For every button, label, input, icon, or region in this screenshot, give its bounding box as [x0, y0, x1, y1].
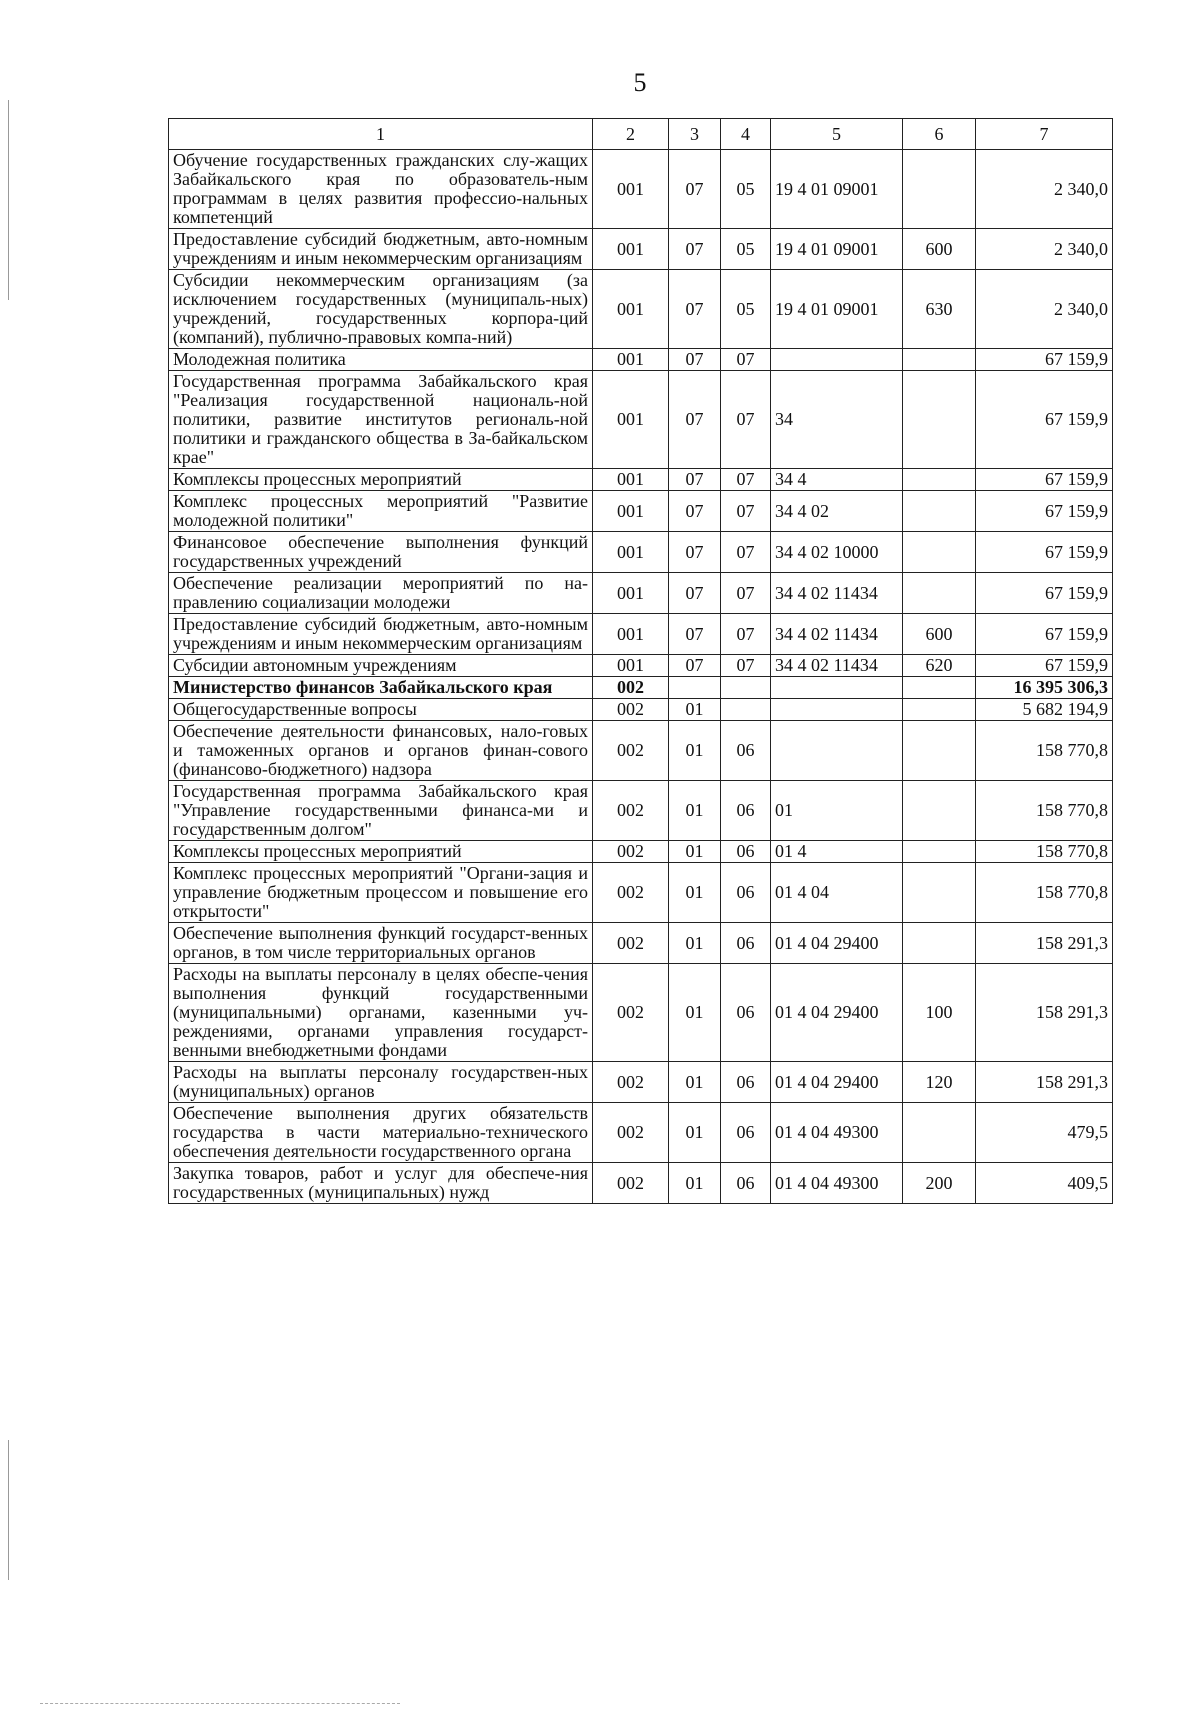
row-name-cell: Обучение государственных гражданских слу-жащих Забайкальского края по образователь-ным программам в целях развития профессио-нальных компетенций: [169, 150, 593, 229]
section-code-cell: 07: [669, 150, 721, 229]
page-number: 5: [633, 68, 647, 97]
subsection-code-cell: 07: [721, 469, 771, 491]
table-row: [169, 1062, 1113, 1103]
target-article-cell: 34 4 02 10000: [771, 532, 903, 573]
row-name-cell: Субсидии автономным учреждениям: [169, 655, 593, 677]
ministry-code-cell: 002: [593, 863, 669, 923]
budget-table: [168, 118, 1113, 1204]
target-article-cell: 34 4 02 11434: [771, 655, 903, 677]
table-row: [169, 229, 1113, 270]
expense-type-cell: 200: [903, 1163, 976, 1204]
expense-type-cell: [903, 469, 976, 491]
section-code-cell: 01: [669, 1163, 721, 1204]
target-article-cell: 19 4 01 09001: [771, 270, 903, 349]
amount-cell: 158 770,8: [976, 721, 1113, 781]
subsection-code-cell: 07: [721, 532, 771, 573]
ministry-code-cell: 001: [593, 270, 669, 349]
amount-cell: 5 682 194,9: [976, 699, 1113, 721]
expense-type-cell: [903, 721, 976, 781]
ministry-code-cell: 001: [593, 491, 669, 532]
scan-edge-line: [8, 100, 9, 300]
table-row: [169, 469, 1113, 491]
row-name-cell: Финансовое обеспечение выполнения функций государственных учреждений: [169, 532, 593, 573]
section-code-cell: 01: [669, 841, 721, 863]
subsection-code-cell: 05: [721, 270, 771, 349]
table-row: [169, 371, 1113, 469]
expense-type-cell: 600: [903, 614, 976, 655]
expense-type-cell: [903, 781, 976, 841]
ministry-code-cell: 001: [593, 349, 669, 371]
amount-cell: 158 291,3: [976, 964, 1113, 1062]
row-name-cell: Государственная программа Забайкальского края "Управление государственными финанса-ми и государственным долгом": [169, 781, 593, 841]
amount-cell: 158 770,8: [976, 781, 1113, 841]
expense-type-cell: 630: [903, 270, 976, 349]
subsection-code-cell: 07: [721, 371, 771, 469]
target-article-cell: 01 4 04 49300: [771, 1103, 903, 1163]
subsection-code-cell: 07: [721, 573, 771, 614]
amount-cell: 2 340,0: [976, 150, 1113, 229]
table-row: [169, 573, 1113, 614]
target-article-cell: 34 4 02 11434: [771, 614, 903, 655]
target-article-cell: 01 4 04: [771, 863, 903, 923]
table-row: [169, 1103, 1113, 1163]
section-code-cell: 07: [669, 655, 721, 677]
table-row: [169, 721, 1113, 781]
table-row: [169, 349, 1113, 371]
row-name-cell: Предоставление субсидий бюджетным, авто-номным учреждениям и иным некоммерческим организациям: [169, 614, 593, 655]
subsection-code-cell: 05: [721, 229, 771, 270]
row-name-cell: Обеспечение выполнения функций государст-венных органов, в том числе территориальных органов: [169, 923, 593, 964]
row-name-cell: Общегосударственные вопросы: [169, 699, 593, 721]
amount-cell: 67 159,9: [976, 532, 1113, 573]
expense-type-cell: 100: [903, 964, 976, 1062]
section-code-cell: 01: [669, 699, 721, 721]
table-row: [169, 270, 1113, 349]
amount-cell: 67 159,9: [976, 349, 1113, 371]
target-article-cell: 01 4: [771, 841, 903, 863]
ministry-code-cell: 001: [593, 573, 669, 614]
table-row: [169, 781, 1113, 841]
target-article-cell: 01: [771, 781, 903, 841]
column-header: 1: [169, 119, 593, 150]
subsection-code-cell: 06: [721, 1062, 771, 1103]
row-name-cell: Субсидии некоммерческим организациям (за исключением государственных (муниципаль-ных) учреждений, государственных корпора-ций (компаний), публично-правовых компа-ний): [169, 270, 593, 349]
row-name-cell: Предоставление субсидий бюджетным, авто-номным учреждениям и иным некоммерческим организациям: [169, 229, 593, 270]
ministry-code-cell: 002: [593, 1163, 669, 1204]
ministry-code-cell: 001: [593, 150, 669, 229]
section-code-cell: 01: [669, 923, 721, 964]
section-code-cell: 07: [669, 532, 721, 573]
table-row: [169, 699, 1113, 721]
expense-type-cell: [903, 677, 976, 699]
row-name-cell: Закупка товаров, работ и услуг для обеспече-ния государственных (муниципальных) нужд: [169, 1163, 593, 1204]
scan-edge-line: [8, 1440, 9, 1580]
amount-cell: 409,5: [976, 1163, 1113, 1204]
amount-cell: 67 159,9: [976, 491, 1113, 532]
row-name-cell: Расходы на выплаты персоналу государствен-ных (муниципальных) органов: [169, 1062, 593, 1103]
table-row: [169, 863, 1113, 923]
amount-cell: 16 395 306,3: [976, 677, 1113, 699]
subsection-code-cell: 07: [721, 614, 771, 655]
row-name-cell: Министерство финансов Забайкальского края: [169, 677, 593, 699]
amount-cell: 2 340,0: [976, 270, 1113, 349]
column-header: 2: [593, 119, 669, 150]
subsection-code-cell: 06: [721, 1163, 771, 1204]
ministry-code-cell: 002: [593, 699, 669, 721]
target-article-cell: 19 4 01 09001: [771, 229, 903, 270]
ministry-code-cell: 001: [593, 229, 669, 270]
section-code-cell: 01: [669, 1103, 721, 1163]
table-row: [169, 614, 1113, 655]
table-body: [169, 150, 1113, 1204]
row-name-cell: Расходы на выплаты персоналу в целях обеспе-чения выполнения функций государственными (муниципальными) органами, казенными уч-реждениями, органами управления государст-венными внебюджетными фондами: [169, 964, 593, 1062]
subsection-code-cell: 06: [721, 923, 771, 964]
section-code-cell: 07: [669, 491, 721, 532]
expense-type-cell: 120: [903, 1062, 976, 1103]
subsection-code-cell: 05: [721, 150, 771, 229]
expense-type-cell: [903, 371, 976, 469]
section-code-cell: 01: [669, 863, 721, 923]
target-article-cell: [771, 699, 903, 721]
target-article-cell: [771, 721, 903, 781]
column-header: 6: [903, 119, 976, 150]
ministry-code-cell: 001: [593, 532, 669, 573]
target-article-cell: 34 4: [771, 469, 903, 491]
expense-type-cell: [903, 863, 976, 923]
row-name-cell: Комплекс процессных мероприятий "Развитие молодежной политики": [169, 491, 593, 532]
target-article-cell: 01 4 04 29400: [771, 1062, 903, 1103]
section-code-cell: 07: [669, 229, 721, 270]
bottom-rule: [40, 1703, 400, 1705]
row-name-cell: Обеспечение деятельности финансовых, нало-говых и таможенных органов и органов финан-сового (финансово-бюджетного) надзора: [169, 721, 593, 781]
subsection-code-cell: 06: [721, 841, 771, 863]
section-code-cell: 07: [669, 614, 721, 655]
subsection-code-cell: 06: [721, 964, 771, 1062]
expense-type-cell: [903, 491, 976, 532]
section-code-cell: 01: [669, 721, 721, 781]
amount-cell: 158 770,8: [976, 841, 1113, 863]
amount-cell: 67 159,9: [976, 573, 1113, 614]
column-header: 4: [721, 119, 771, 150]
row-name-cell: Комплексы процессных мероприятий: [169, 469, 593, 491]
ministry-code-cell: 002: [593, 841, 669, 863]
amount-cell: 67 159,9: [976, 614, 1113, 655]
section-code-cell: 07: [669, 573, 721, 614]
section-code-cell: 01: [669, 964, 721, 1062]
table-row: [169, 677, 1113, 699]
expense-type-cell: 600: [903, 229, 976, 270]
expense-type-cell: 620: [903, 655, 976, 677]
ministry-code-cell: 002: [593, 1062, 669, 1103]
row-name-cell: Комплексы процессных мероприятий: [169, 841, 593, 863]
ministry-code-cell: 002: [593, 923, 669, 964]
ministry-code-cell: 002: [593, 964, 669, 1062]
amount-cell: 479,5: [976, 1103, 1113, 1163]
ministry-code-cell: 001: [593, 655, 669, 677]
table-row: [169, 923, 1113, 964]
target-article-cell: 19 4 01 09001: [771, 150, 903, 229]
expense-type-cell: [903, 532, 976, 573]
ministry-code-cell: 001: [593, 614, 669, 655]
section-code-cell: 07: [669, 349, 721, 371]
ministry-code-cell: 002: [593, 721, 669, 781]
target-article-cell: 34 4 02: [771, 491, 903, 532]
table-row: [169, 841, 1113, 863]
ministry-code-cell: 002: [593, 1103, 669, 1163]
row-name-cell: Молодежная политика: [169, 349, 593, 371]
amount-cell: 158 291,3: [976, 1062, 1113, 1103]
target-article-cell: 01 4 04 29400: [771, 964, 903, 1062]
section-code-cell: 07: [669, 371, 721, 469]
amount-cell: 2 340,0: [976, 229, 1113, 270]
expense-type-cell: [903, 573, 976, 614]
expense-type-cell: [903, 349, 976, 371]
target-article-cell: 34 4 02 11434: [771, 573, 903, 614]
row-name-cell: Комплекс процессных мероприятий "Органи-зация и управление бюджетным процессом и повышение его открытости": [169, 863, 593, 923]
amount-cell: 158 291,3: [976, 923, 1113, 964]
table-row: [169, 491, 1113, 532]
subsection-code-cell: 06: [721, 1103, 771, 1163]
row-name-cell: Обеспечение реализации мероприятий по на-правлению социализации молодежи: [169, 573, 593, 614]
subsection-code-cell: [721, 699, 771, 721]
expense-type-cell: [903, 841, 976, 863]
ministry-code-cell: 002: [593, 677, 669, 699]
expense-type-cell: [903, 699, 976, 721]
subsection-code-cell: 07: [721, 491, 771, 532]
table-row: [169, 532, 1113, 573]
header-row: [169, 119, 1113, 150]
column-header: 3: [669, 119, 721, 150]
amount-cell: 67 159,9: [976, 655, 1113, 677]
section-code-cell: 01: [669, 781, 721, 841]
row-name-cell: Государственная программа Забайкальского края "Реализация государственной националь-ной политики, развитие институтов региональ-ной политики и гражданского общества в За-байкальском крае": [169, 371, 593, 469]
amount-cell: 158 770,8: [976, 863, 1113, 923]
section-code-cell: 07: [669, 270, 721, 349]
table-row: [169, 655, 1113, 677]
column-header: 5: [771, 119, 903, 150]
row-name-cell: Обеспечение выполнения других обязательств государства в части материально-технического обеспечения деятельности государственного органа: [169, 1103, 593, 1163]
target-article-cell: 01 4 04 49300: [771, 1163, 903, 1204]
target-article-cell: [771, 349, 903, 371]
ministry-code-cell: 002: [593, 781, 669, 841]
subsection-code-cell: 06: [721, 863, 771, 923]
target-article-cell: 34: [771, 371, 903, 469]
subsection-code-cell: 07: [721, 349, 771, 371]
target-article-cell: [771, 677, 903, 699]
subsection-code-cell: 06: [721, 721, 771, 781]
subsection-code-cell: [721, 677, 771, 699]
expense-type-cell: [903, 1103, 976, 1163]
column-header: 7: [976, 119, 1113, 150]
amount-cell: 67 159,9: [976, 469, 1113, 491]
subsection-code-cell: 06: [721, 781, 771, 841]
expense-type-cell: [903, 923, 976, 964]
ministry-code-cell: 001: [593, 469, 669, 491]
table-row: [169, 964, 1113, 1062]
subsection-code-cell: 07: [721, 655, 771, 677]
table-row: [169, 1163, 1113, 1204]
expense-type-cell: [903, 150, 976, 229]
section-code-cell: 07: [669, 469, 721, 491]
section-code-cell: 01: [669, 1062, 721, 1103]
section-code-cell: [669, 677, 721, 699]
table-row: [169, 150, 1113, 229]
target-article-cell: 01 4 04 29400: [771, 923, 903, 964]
amount-cell: 67 159,9: [976, 371, 1113, 469]
ministry-code-cell: 001: [593, 371, 669, 469]
